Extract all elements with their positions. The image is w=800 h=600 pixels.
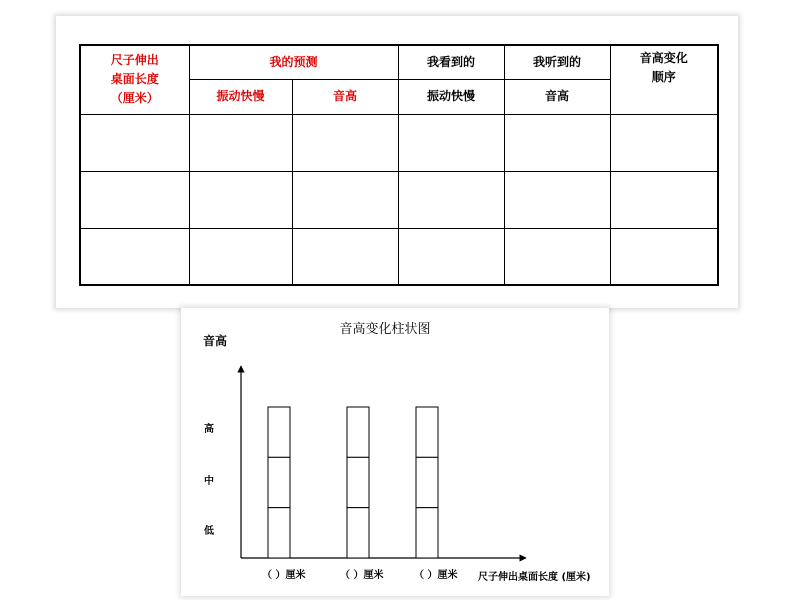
bar-segment xyxy=(268,457,290,507)
seen-vibration-header: 振动快慢 xyxy=(398,79,504,114)
x-category-2: （ ）厘米 xyxy=(340,570,384,581)
y-level-high: 高 xyxy=(204,424,214,435)
my-prediction-header: 我的预测 xyxy=(189,45,398,79)
prediction-vibration-header: 振动快慢 xyxy=(189,79,292,114)
bar-segment xyxy=(347,457,369,507)
what-i-heard-label: 我听到的 xyxy=(533,54,582,69)
bar-segment xyxy=(268,508,290,558)
what-i-saw-label: 我看到的 xyxy=(427,54,476,69)
bar-segment xyxy=(268,407,290,457)
bar-segment xyxy=(416,508,438,558)
ruler-length-header-line2: 桌面长度 xyxy=(110,72,159,87)
bar-segment xyxy=(416,407,438,457)
ruler-length-header-line3: （厘米） xyxy=(110,91,159,106)
x-category-1: （ ）厘米 xyxy=(262,570,306,581)
prediction-pitch-header: 音高 xyxy=(292,79,398,114)
y-axis-label: 音高 xyxy=(203,334,228,348)
ruler-length-header-line1: 尺子伸出 xyxy=(110,53,159,68)
pitch-order-header-line1: 音高变化 xyxy=(639,51,688,65)
bar-segment xyxy=(347,407,369,457)
bar-frame xyxy=(416,407,438,558)
heard-pitch-header: 音高 xyxy=(504,79,610,114)
bar-segment xyxy=(347,508,369,558)
y-level-mid: 中 xyxy=(204,476,214,487)
bar-segment xyxy=(416,457,438,507)
y-level-low: 低 xyxy=(204,526,214,537)
bar-frame xyxy=(268,407,290,558)
pitch-order-header-line2: 顺序 xyxy=(651,70,676,84)
bar-frame xyxy=(347,407,369,558)
chart-title: 音高变化柱状图 xyxy=(339,322,431,337)
x-category-3: （ ）厘米 xyxy=(414,570,458,581)
x-axis-label: 尺子伸出桌面长度 (厘米) xyxy=(478,572,591,583)
